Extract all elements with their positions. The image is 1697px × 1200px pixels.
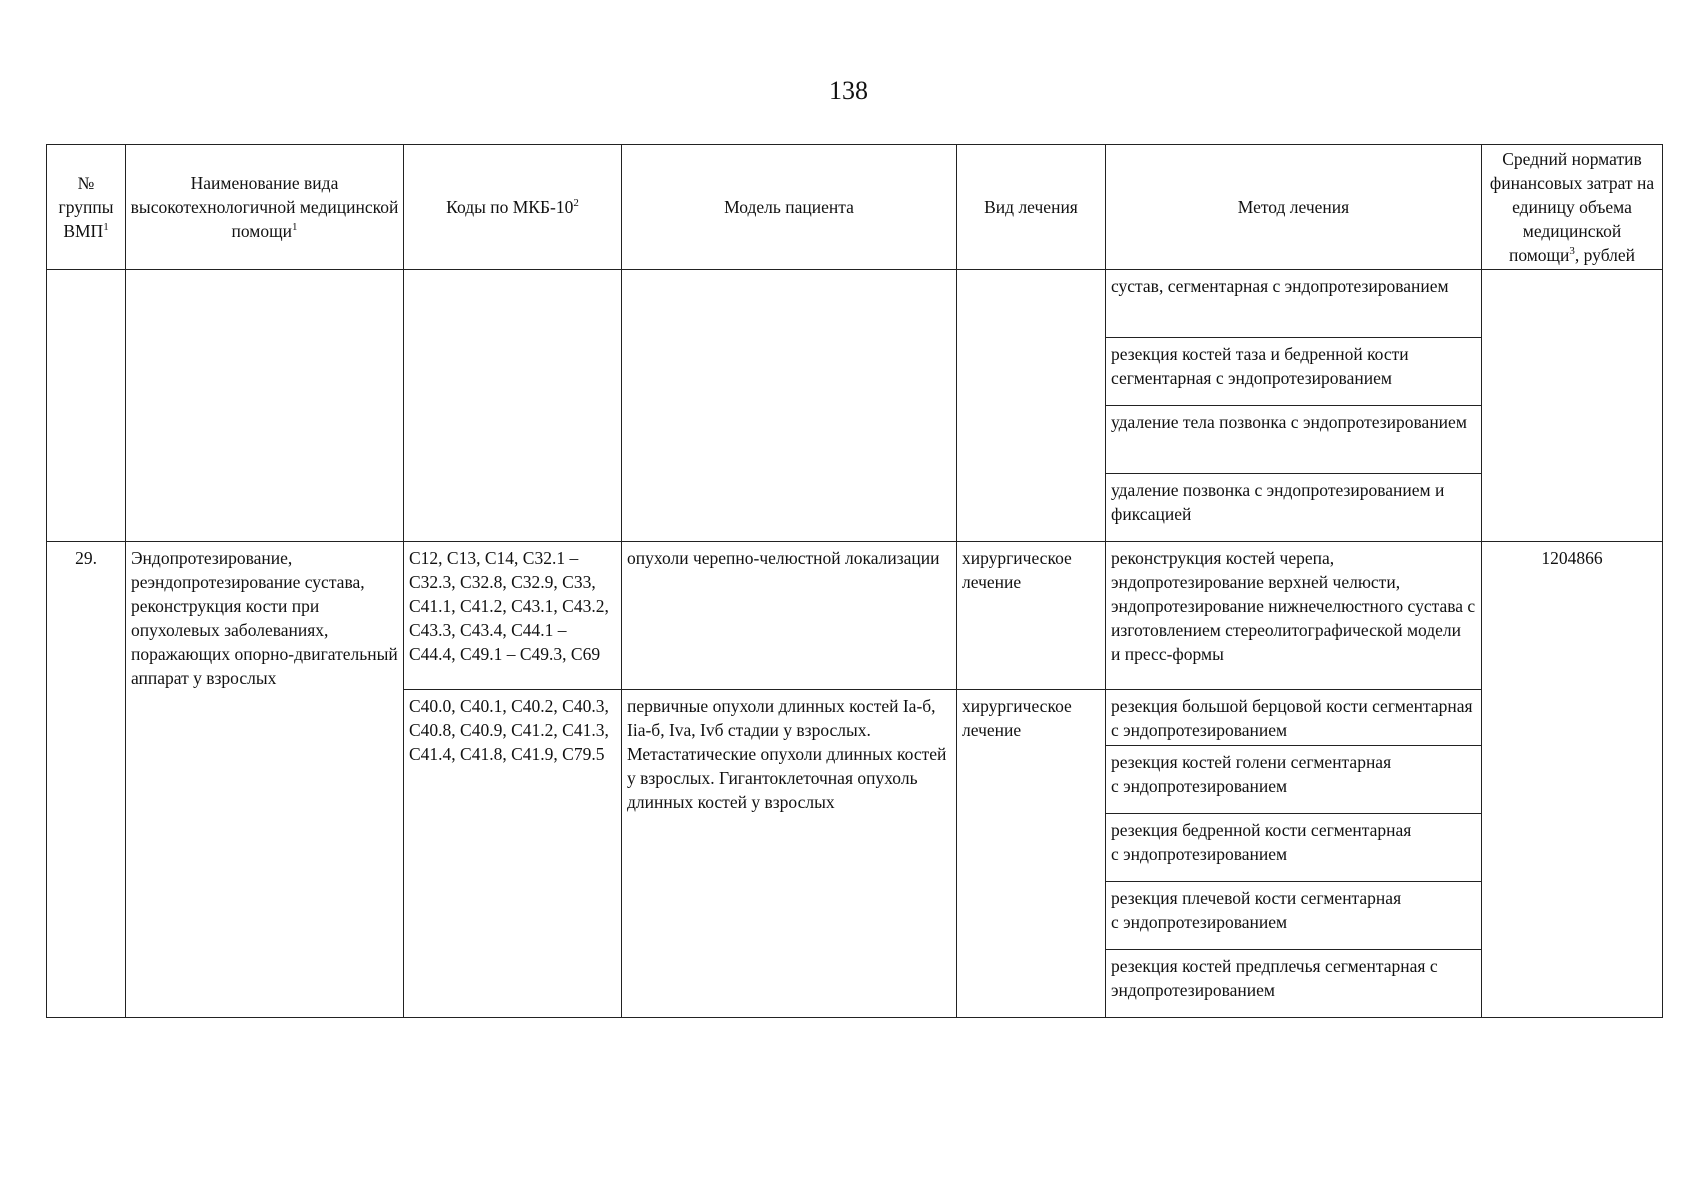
table-row (47, 542, 1663, 690)
patient-model: опухоли черепно-челюстной локализации (622, 542, 957, 690)
cont-model-cell (622, 270, 957, 542)
vmp-table (46, 144, 1663, 1018)
method-cell: резекция большой берцовой кости сегментарная с эндопротезированием (1106, 690, 1482, 746)
treatment-type: хирургическое лечение (957, 690, 1106, 1018)
patient-model: первичные опухоли длинных костей Ia-б, Iia-б, Iva, Ivб стадии у взрослых. Метастатические опухоли длинных костей у взрослых. Гигантоклеточная опухоль длинных костей у взрослых (622, 690, 957, 1018)
method-cell: удаление тела позвонка с эндопротезированием (1106, 406, 1482, 474)
cont-name-cell (126, 270, 404, 542)
header-icd-codes: Коды по МКБ-$10^2$ (404, 145, 622, 270)
page-number: 138 (829, 76, 868, 105)
cont-type-cell (957, 270, 1106, 542)
method-cell: резекция костей таза и бедренной кости сегментарная с эндопротезированием (1106, 338, 1482, 406)
header-average-cost: Средний норматив финансовых затрат на единицу объема медицинской помощи$^3$, рублей (1482, 145, 1663, 270)
method-cell: резекция костей голени сегментарная с эндопротезированием (1106, 746, 1482, 814)
treatment-type: хирургическое лечение (957, 542, 1106, 690)
header-treatment-type: Вид лечения (957, 145, 1106, 270)
method-cell: сустав, сегментарная с эндопротезированием (1106, 270, 1482, 338)
care-type-name: Эндопротезирование, реэндопротезирование сустава, реконструкция кости при опухолевых заболеваниях, поражающих опорно-двигательный аппарат у взрослых (126, 542, 404, 1018)
cont-codes-cell (404, 270, 622, 542)
header-care-type-name: Наименование вида высокотехнологичной медицинской помощи$^1$ (126, 145, 404, 270)
icd-codes: C12, C13, C14, C32.1 – C32.3, C32.8, C32.9, C33, C41.1, C41.2, C43.1, C43.2, C43.3, C43.4, C44.1 – C44.4, C49.1 – C49.3, C69 (404, 542, 622, 690)
average-cost: 1204866 (1482, 542, 1663, 1018)
header-group-number: № группы ВМП$^1$ (47, 145, 126, 270)
group-number: 29. (47, 542, 126, 1018)
table-row (47, 270, 1663, 338)
method-cell: реконструкция костей черепа, эндопротезирование верхней челюсти, эндопротезирование нижнечелюстного сустава с изготовлением стереолитографической модели и пресс-формы (1106, 542, 1482, 690)
method-cell: резекция плечевой кости сегментарная с эндопротезированием (1106, 882, 1482, 950)
method-cell: резекция костей предплечья сегментарная с эндопротезированием (1106, 950, 1482, 1018)
header-treatment-method: Метод лечения (1106, 145, 1482, 270)
method-cell: удаление позвонка с эндопротезированием и фиксацией (1106, 474, 1482, 542)
method-cell: резекция бедренной кости сегментарная с эндопротезированием (1106, 814, 1482, 882)
header-patient-model: Модель пациента (622, 145, 957, 270)
header-row (47, 145, 1663, 270)
cont-number-cell (47, 270, 126, 542)
icd-codes: C40.0, C40.1, C40.2, C40.3, C40.8, C40.9, C41.2, C41.3, C41.4, C41.8, C41.9, C79.5 (404, 690, 622, 1018)
cont-cost-cell (1482, 270, 1663, 542)
